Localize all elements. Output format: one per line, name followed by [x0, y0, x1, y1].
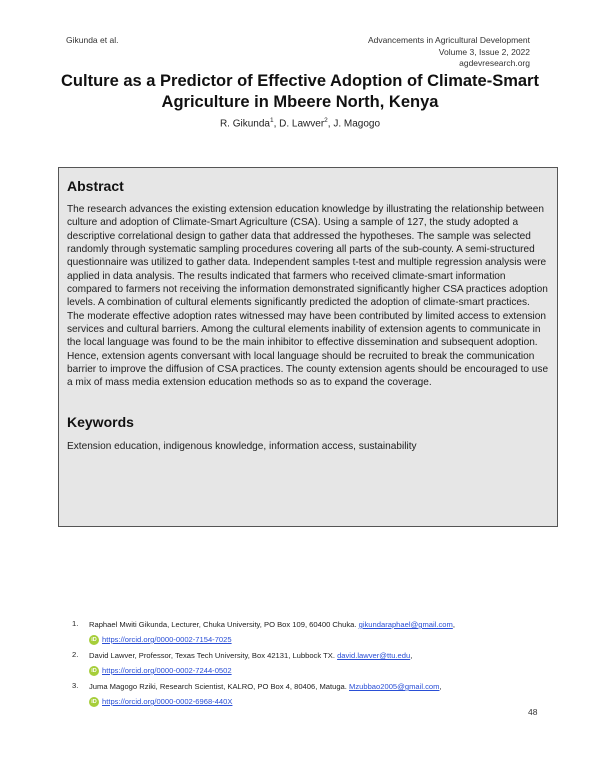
- email-link[interactable]: Mzubbao2005@gmail.com: [349, 682, 440, 691]
- footnote-punct: ,: [452, 620, 455, 629]
- title-line-1: Culture as a Predictor of Effective Adoption of Climate-Smart: [61, 72, 539, 90]
- footnote-item: [72, 619, 542, 646]
- abstract-heading: Abstract: [67, 178, 124, 194]
- footnote-item: [72, 650, 542, 677]
- orcid-icon: iD: [89, 666, 99, 676]
- keywords-text: Extension education, indigenous knowledge, information access, sustainability: [67, 440, 417, 452]
- page-number: 48: [528, 707, 538, 717]
- author-list: R. Gikunda$^1$, D. Lawver$^2$, J. Magogo: [219, 117, 381, 130]
- journal-site: agdevresearch.org: [459, 58, 530, 68]
- title-line-2: Agriculture in Mbeere North, Kenya: [161, 93, 439, 111]
- abstract-box: [58, 167, 558, 527]
- orcid-link[interactable]: https://orcid.org/0000-0002-6968-440X: [102, 697, 233, 706]
- footnote-number: 3.: [72, 681, 79, 690]
- footnotes: [72, 619, 542, 712]
- author-affiliation-mark: 2: [324, 117, 328, 124]
- footnote-number: 2.: [72, 650, 79, 659]
- orcid-link[interactable]: https://orcid.org/0000-0002-7154-7025: [102, 635, 232, 644]
- paper-title: [60, 71, 540, 113]
- orcid-icon: iD: [89, 697, 99, 707]
- footnote-item: [72, 681, 542, 708]
- email-link[interactable]: david.lawver@ttu.edu: [337, 651, 411, 660]
- journal-name: Advancements in Agricultural Development: [367, 35, 530, 45]
- footnote-number: 1.: [72, 619, 79, 628]
- orcid-link[interactable]: https://orcid.org/0000-0002-7244-0502: [102, 666, 232, 675]
- journal-volume: Volume 3, Issue 2, 2022: [438, 46, 530, 57]
- email-link[interactable]: gikundaraphael@gmail.com: [358, 620, 453, 629]
- footnote-punct: ,: [439, 682, 442, 691]
- orcid-icon: iD: [89, 635, 99, 645]
- author-name: R. Gikunda: [219, 118, 270, 130]
- footnote-text: Juma Magogo Rziki, Research Scientist, KALRO, PO Box 4, 80406, Matuga.: [89, 682, 347, 691]
- journal-header: [368, 35, 530, 70]
- author-name: D. Lawver: [279, 118, 325, 130]
- author-affiliation-mark: 1: [269, 117, 274, 124]
- footnote-text: Raphael Mwiti Gikunda, Lecturer, Chuka University, PO Box 109, 60400 Chuka.: [89, 620, 357, 629]
- author-name: J. Magogo: [333, 118, 381, 130]
- abstract-text: The research advances the existing extension education knowledge by illustrating the relationship between culture and adoption of Climate-Smart Agriculture (CSA). Using a sample of 127, the study adopted a descriptive correlational design to gather data that addressed the hypotheses. The sample was selected randomly through systematic sampling procedures covering all parts of the sub-county. A semi-structured questionnaire was utilized to gather data. Independent samples t-test and multiple regression analysis were applied in data analysis. The results indicated that farmers who received climate-smart information compared to farmers not receiving the information demonstrated significantly higher CSA practices adoption levels. A combination of cultural elements significantly predicted the adoption of climate-smart practices. The moderate effective adoption rates witnessed may have been contributed by limited access to extension services and cultural barriers. Among the cultural elements inability of extension agents to communicate in the local language was found to be the main inhibitor to effective dissemination and subsequent adoption. Hence, extension agents conversant with local language should be recruited to break the communication barrier to improve the diffusion of CSA practices. The county extension agents should be encouraged to use a mix of mass media extension education methods so as to expand the coverage.: [67, 204, 549, 389]
- footnote-punct: ,: [410, 651, 413, 660]
- running-head-authors: Gikunda et al.: [66, 35, 119, 45]
- footnote-text: David Lawver, Professor, Texas Tech University, Box 42131, Lubbock TX.: [89, 651, 335, 660]
- keywords-heading: Keywords: [67, 413, 134, 430]
